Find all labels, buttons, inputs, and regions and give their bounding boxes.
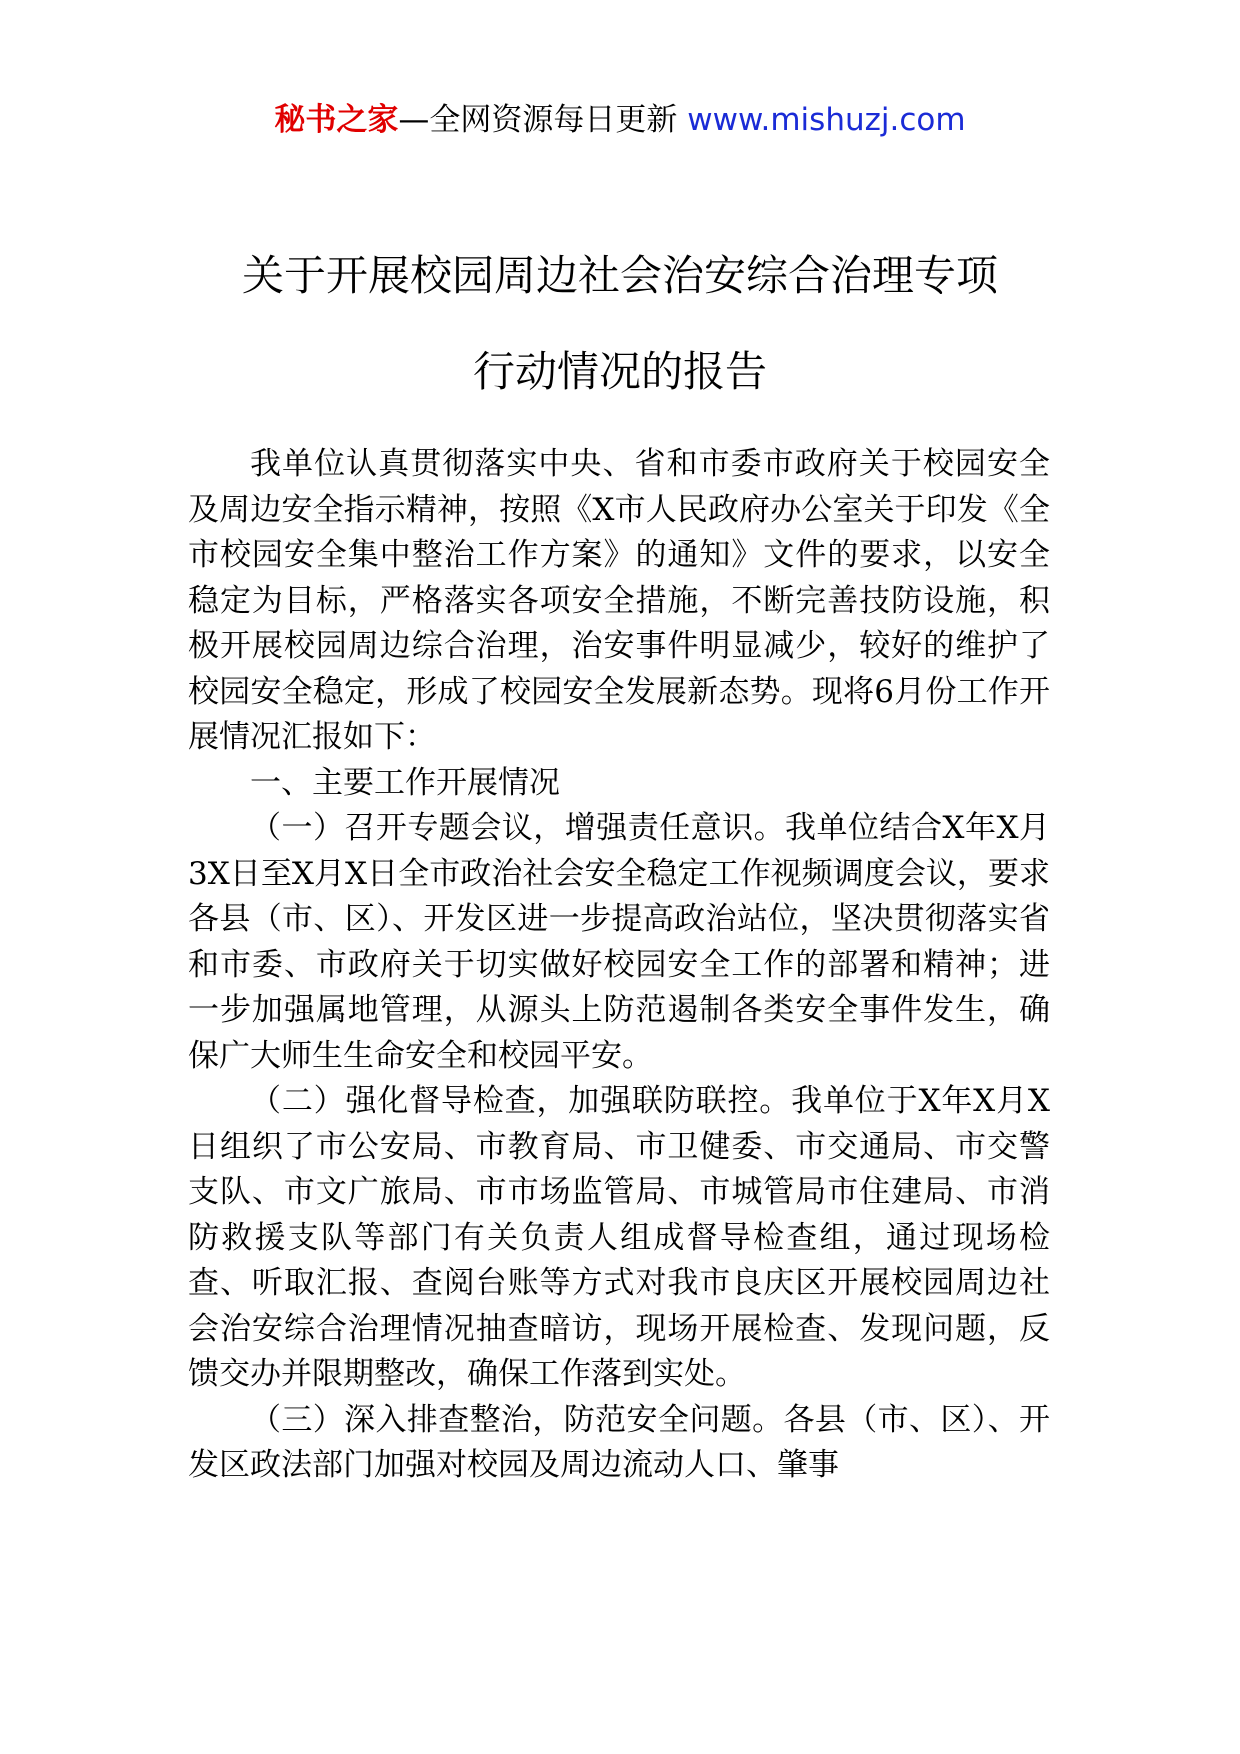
body-paragraph-1: （一）召开专题会议，增强责任意识。我单位结合X年X月3X日至X月X日全市政治社会安全稳定工作视频调度会议，要求各县（市、区）、开发区进一步提高政治站位，坚决贯彻落实省和市委、市政府关于切实做好校园安全工作的部署和精神；进一步加强属地管理，从源头上防范遏制各类安全事件发生，确保广大师生生命安全和校园平安。	[188, 810, 1050, 1074]
section-heading: 一、主要工作开展情况	[250, 764, 560, 801]
title-line-1: 关于开展校园周边社会治安综合治理专项	[241, 251, 998, 300]
watermark-header	[0, 100, 1240, 140]
site-url-link[interactable]: www.mishuzj.com	[687, 102, 966, 138]
body-paragraph-2: （二）强化督导检查，加强联防联控。我单位于X年X月X日组织了市公安局、市教育局、市卫健委、市交通局、市交警支队、市文广旅局、市市场监管局、市城管局市住建局、市消防救援支队等部门有关负责人组成督导检查组，通过现场检查、听取汇报、查阅台账等方式对我市良庆区开展校园周边社会治安综合治理情况抽查暗访，现场开展检查、发现问题，反馈交办并限期整改，确保工作落到实处。	[188, 1083, 1050, 1392]
title-line-2: 行动情况的报告	[472, 347, 767, 396]
document-title	[160, 228, 1080, 420]
body-paragraph-3: （三）深入排查整治，防范安全问题。各县（市、区）、开发区政法部门加强对校园及周边流动人口、肇事	[188, 1401, 1050, 1483]
document-body	[188, 442, 1050, 1489]
header-tagline: —全网资源每日更新	[398, 102, 688, 138]
intro-paragraph: 我单位认真贯彻落实中央、省和市委市政府关于校园安全及周边安全指示精神，按照《X市人民政府办公室关于印发《全市校园安全集中整治工作方案》的通知》文件的要求，以安全稳定为目标，严格落实各项安全措施，不断完善技防设施，积极开展校园周边综合治理，治安事件明显减少，较好的维护了校园安全稳定，形成了校园安全发展新态势。现将6月份工作开展情况汇报如下：	[188, 446, 1050, 755]
brand-name: 秘书之家	[274, 102, 399, 138]
